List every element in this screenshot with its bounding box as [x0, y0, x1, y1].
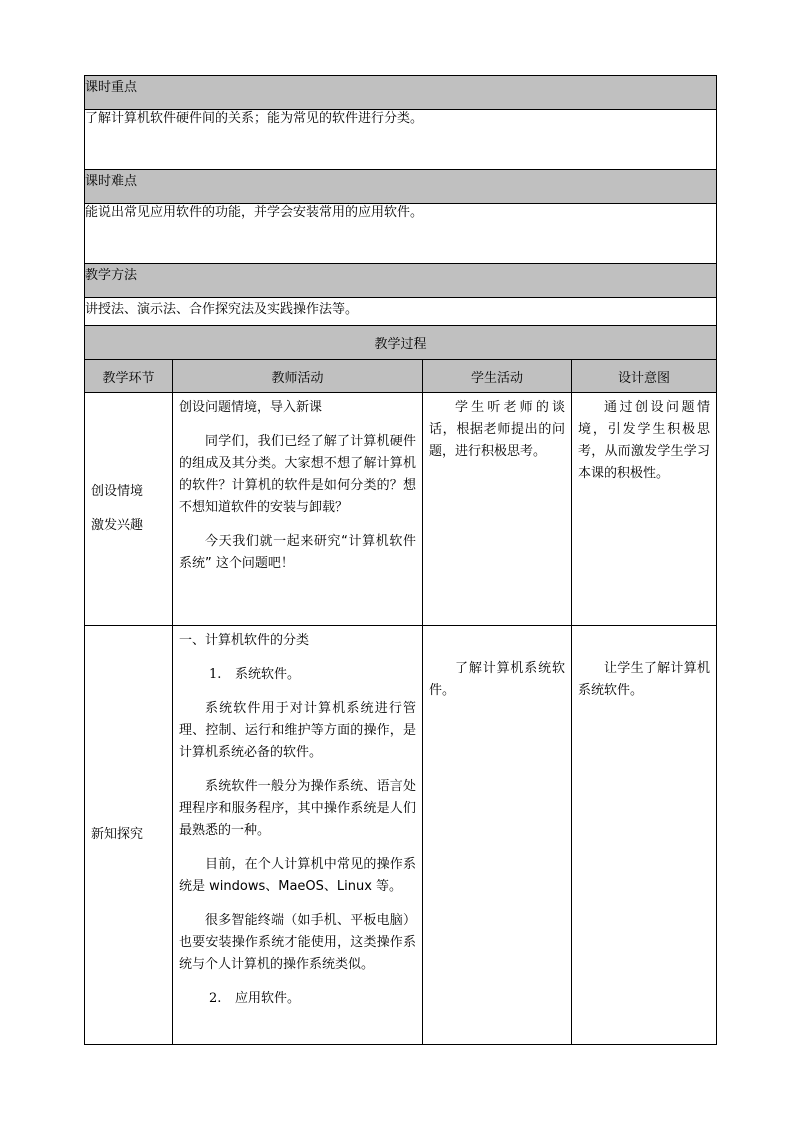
numbered-item [179, 664, 416, 686]
difficulties-body-row [85, 204, 717, 264]
item-number: 2. [209, 991, 222, 1006]
key-points-header-row [85, 76, 717, 110]
column-header-teacher: 教师活动 [173, 360, 423, 393]
teacher-paragraph: 创设问题情境，导入新课 [179, 400, 323, 415]
teacher-paragraph: 目前，在个人计算机中常见的操作系统是 windows、MaeOS、Linux 等。 [179, 857, 416, 894]
stage-label: 新知探究 [91, 827, 144, 842]
process-column-headers [85, 360, 717, 393]
process-row-intro [85, 393, 717, 626]
methods-content: 讲授法、演示法、合作探究法及实践操作法等。 [85, 298, 717, 326]
methods-body-row [85, 298, 717, 326]
column-header-stage: 教学环节 [85, 360, 173, 393]
numbered-item [179, 988, 416, 1010]
intent-paragraph: 让学生了解计算机系统软件。 [578, 661, 711, 698]
column-header-student: 学生活动 [423, 360, 572, 393]
teacher-paragraph: 系统软件用于对计算机系统进行管理、控制、运行和维护等方面的操作，是计算机系统必备的软件。 [179, 701, 416, 760]
design-intent-cell [572, 393, 717, 626]
key-points-body-row [85, 110, 717, 170]
stage-cell [85, 626, 173, 1045]
teacher-paragraph: 系统软件一般分为操作系统、语言处理程序和服务程序，其中操作系统是人们最熟悉的一种。 [179, 779, 416, 838]
design-intent-cell [572, 626, 717, 1045]
process-title: 教学过程 [85, 326, 717, 360]
stage-label: 创设情境 [91, 484, 144, 499]
key-points-title: 课时重点 [85, 76, 717, 110]
student-paragraph: 学生听老师的谈话，根据老师提出的问题，进行积极思考。 [429, 400, 565, 459]
student-activity-cell [423, 626, 572, 1045]
teacher-paragraph: 很多智能终端（如手机、平板电脑）也要安装操作系统才能使用，这类操作系统与个人计算机的操作系统类似。 [179, 913, 416, 972]
key-points-content: 了解计算机软件硬件间的关系；能为常见的软件进行分类。 [85, 110, 717, 170]
stage-label: 激发兴趣 [91, 518, 144, 533]
teacher-paragraph: 一、计算机软件的分类 [179, 633, 310, 648]
teacher-paragraph: 今天我们就一起来研究“计算机软件系统” 这个问题吧！ [179, 534, 416, 571]
teacher-activity-cell [173, 393, 423, 626]
stage-cell [85, 393, 173, 626]
item-number: 1. [209, 667, 222, 682]
difficulties-content: 能说出常见应用软件的功能，并学会安装常用的应用软件。 [85, 204, 717, 264]
process-row-explore [85, 626, 717, 1045]
difficulties-title: 课时难点 [85, 170, 717, 204]
difficulties-header-row [85, 170, 717, 204]
item-text: 应用软件。 [235, 991, 301, 1006]
item-text: 系统软件。 [235, 667, 301, 682]
methods-title: 教学方法 [85, 264, 717, 298]
lesson-plan-table [84, 75, 717, 1045]
methods-header-row [85, 264, 717, 298]
intent-paragraph: 通过创设问题情境，引发学生积极思考，从而激发学生学习本课的积极性。 [578, 400, 711, 481]
process-title-row [85, 326, 717, 360]
student-paragraph: 了解计算机系统软件。 [429, 661, 565, 698]
student-activity-cell [423, 393, 572, 626]
teacher-paragraph: 同学们，我们已经了解了计算机硬件的组成及其分类。大家想不想了解计算机的软件？计算机的软件是如何分类的？想不想知道软件的安装与卸载？ [179, 434, 416, 515]
teacher-activity-cell [173, 626, 423, 1045]
column-header-intent: 设计意图 [572, 360, 717, 393]
